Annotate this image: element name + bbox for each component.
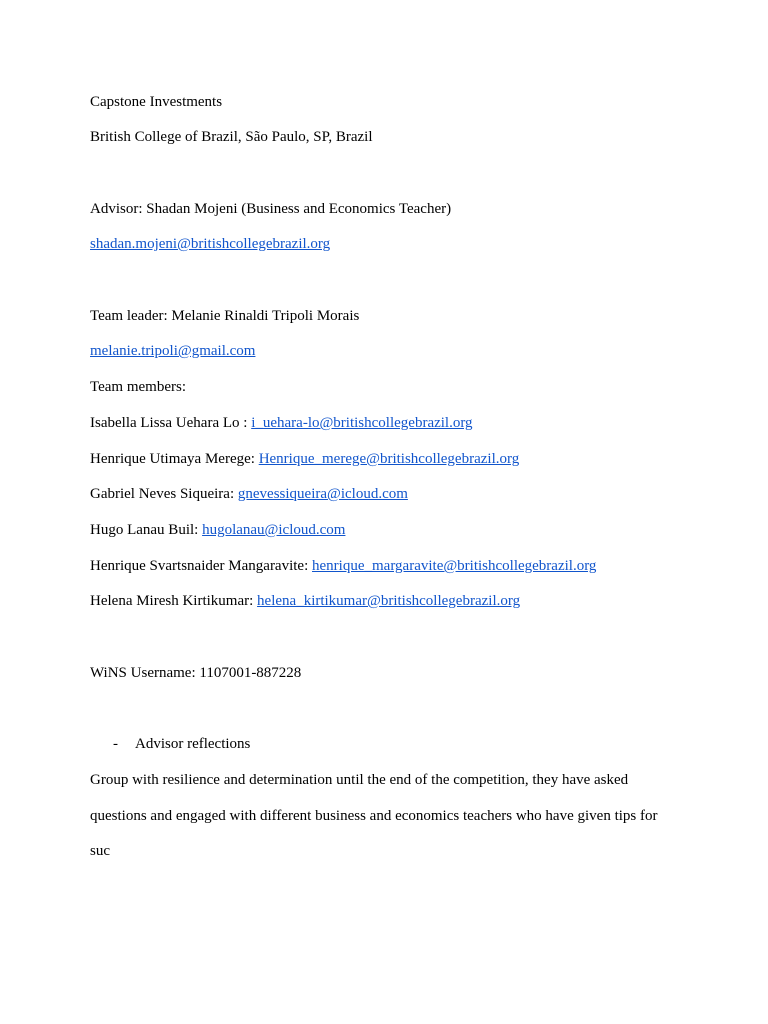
team-member-email-link[interactable]: gnevessiqueira@icloud.com [237, 486, 408, 502]
team-member-email-link[interactable]: hugolanau@icloud.com [202, 522, 346, 538]
reflections-paragraph-line: Group with resilience and determination until the end of the competition, they have asked [90, 772, 629, 788]
wins-username-line: WiNS Username: 1107001-887228 [90, 665, 302, 681]
team-member-email-link[interactable]: Henrique_merege@britishcollegebrazil.org [258, 451, 520, 467]
team-member-name: Gabriel Neves Siqueira: [90, 486, 238, 502]
advisor-email-link[interactable]: shadan.mojeni@britishcollegebrazil.org [90, 236, 331, 252]
team-member-name: Hugo Lanau Buil: [90, 522, 203, 538]
team-member-name: Helena Miresh Kirtikumar: [90, 593, 258, 609]
organization-name: Capstone Investments [90, 94, 223, 110]
team-member-row [90, 414, 473, 432]
team-member-name: Henrique Svartsnaider Mangaravite: [90, 558, 313, 574]
team-member-row [90, 450, 519, 468]
school-name: British College of Brazil, São Paulo, SP, Brazil [90, 129, 373, 145]
team-member-row [90, 592, 520, 610]
team-leader-email-line [90, 342, 255, 360]
advisor-email-line [90, 235, 330, 253]
reflections-paragraph-line: suc [90, 843, 110, 859]
team-member-row [90, 521, 345, 539]
reflections-heading: Advisor reflections [135, 736, 251, 752]
reflections-paragraph-line: questions and engaged with different business and economics teachers who have given tips for [90, 808, 658, 824]
team-leader-email-link[interactable]: melanie.tripoli@gmail.com [90, 343, 256, 359]
team-members-heading: Team members: [90, 379, 186, 395]
team-member-row [90, 485, 408, 503]
team-member-email-link[interactable]: helena_kirtikumar@britishcollegebrazil.org [257, 593, 521, 609]
bullet-dash: - [113, 736, 118, 752]
team-member-name: Isabella Lissa Uehara Lo : [90, 415, 252, 431]
team-member-email-link[interactable]: i_uehara-lo@britishcollegebrazil.org [251, 415, 473, 431]
team-member-name: Henrique Utimaya Merege: [90, 451, 259, 467]
advisor-line: Advisor: Shadan Mojeni (Business and Economics Teacher) [90, 201, 452, 217]
team-leader-line: Team leader: Melanie Rinaldi Tripoli Morais [90, 308, 360, 324]
team-member-email-link[interactable]: henrique_margaravite@britishcollegebrazil.org [312, 558, 597, 574]
team-member-row [90, 557, 596, 575]
